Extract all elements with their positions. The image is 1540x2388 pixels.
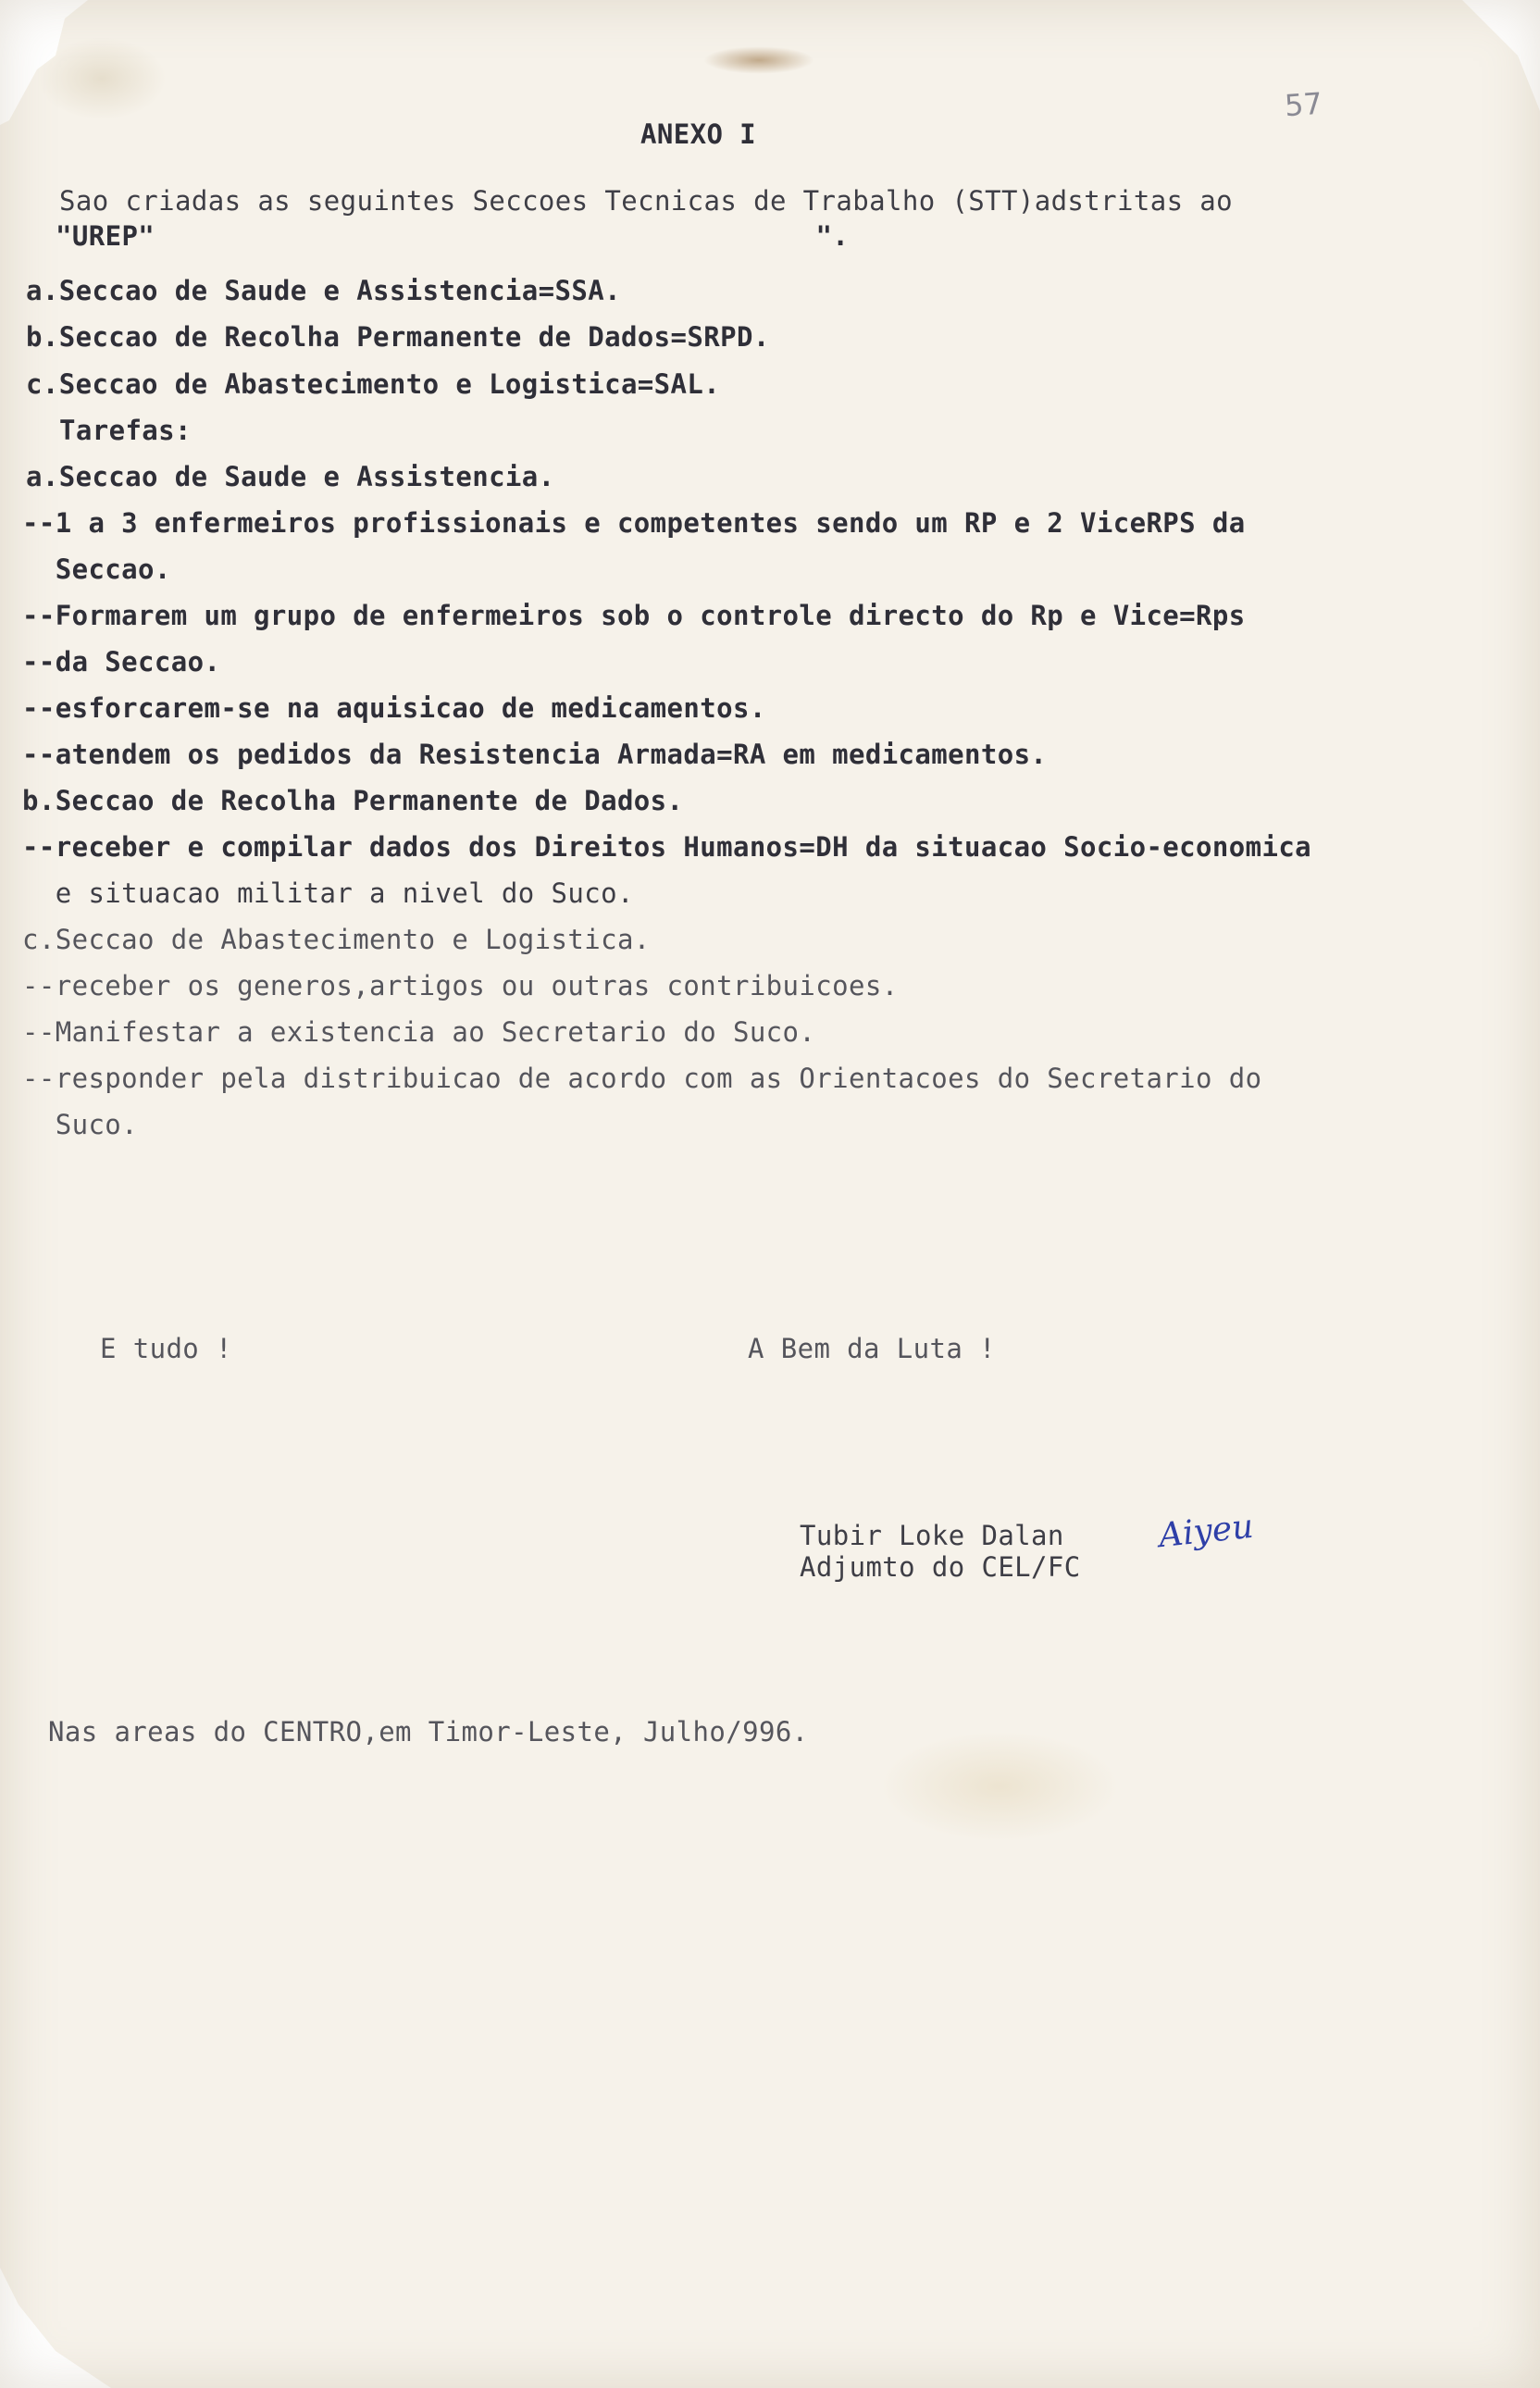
task-line: --receber e compilar dados dos Direitos Humanos=DH da situacao Socio-economica	[22, 831, 1312, 863]
intro-line: "UREP" ".	[56, 220, 850, 252]
section-list-item: c.Seccao de Abastecimento e Logistica=SAL.	[26, 368, 721, 400]
section-list-item: a.Seccao de Saude e Assistencia=SSA.	[26, 275, 621, 306]
paper-stain	[703, 46, 814, 74]
task-group-heading: c.Seccao de Abastecimento e Logistica.	[22, 924, 651, 955]
task-line: --da Seccao.	[22, 646, 221, 678]
task-line: --receber os generos,artigos ou outras contribuicoes.	[22, 970, 899, 1001]
task-group-heading: a.Seccao de Saude e Assistencia.	[26, 461, 555, 492]
task-line: --esforcarem-se na aquisicao de medicamentos.	[22, 692, 766, 724]
intro-line: Sao criadas as seguintes Seccoes Tecnicas de Trabalho (STT)adstritas ao	[59, 185, 1234, 217]
signatory-name: Tubir Loke Dalan	[800, 1520, 1064, 1551]
task-line: --Manifestar a existencia ao Secretario do Suco.	[22, 1016, 816, 1048]
closing-right: A Bem da Luta !	[748, 1333, 996, 1364]
closing-left: E tudo !	[100, 1333, 232, 1364]
task-line: Seccao.	[22, 553, 171, 585]
paper-stain	[37, 37, 167, 120]
page-title: ANEXO I	[640, 118, 757, 150]
handwritten-signature: Aiyeu	[1157, 1507, 1256, 1556]
section-list-item: b.Seccao de Recolha Permanente de Dados=SRPD.	[26, 321, 770, 353]
place-date: Nas areas do CENTRO,em Timor-Leste, Julho/996.	[48, 1716, 809, 1747]
task-line: e situacao militar a nivel do Suco.	[22, 877, 634, 909]
task-line: --Formarem um grupo de enfermeiros sob o controle directo do Rp e Vice=Rps	[22, 600, 1246, 631]
signatory-title: Adjumto do CEL/FC	[800, 1551, 1081, 1583]
task-line: Suco.	[22, 1109, 139, 1140]
task-line: --atendem os pedidos da Resistencia Armada=RA em medicamentos.	[22, 739, 1048, 770]
tasks-heading: Tarefas:	[59, 415, 192, 446]
paper-stain	[879, 1731, 1120, 1842]
task-line: --1 a 3 enfermeiros profissionais e competentes sendo um RP e 2 ViceRPS da	[22, 507, 1246, 539]
task-line: --responder pela distribuicao de acordo com as Orientacoes do Secretario do	[22, 1063, 1262, 1094]
task-group-heading: b.Seccao de Recolha Permanente de Dados.	[22, 785, 684, 816]
page-number: 57	[1283, 85, 1323, 124]
